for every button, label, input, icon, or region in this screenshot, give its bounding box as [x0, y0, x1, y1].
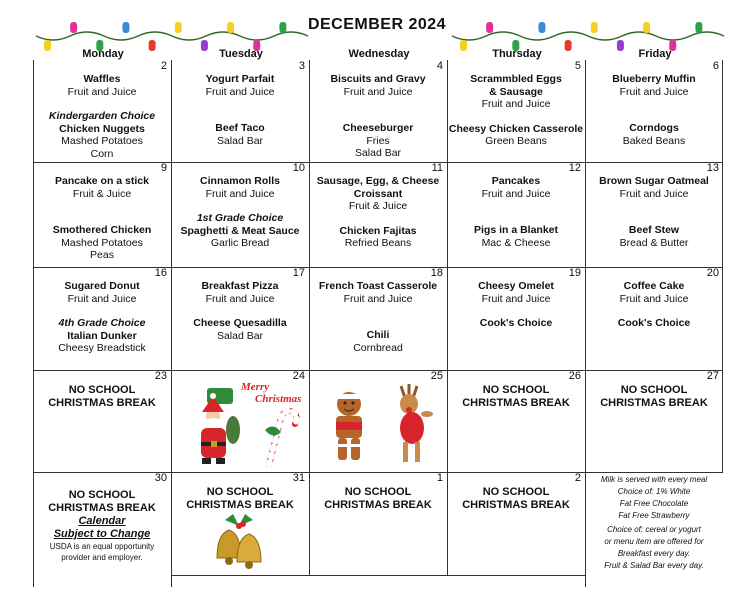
- menu-item: Fruit and Juice: [481, 292, 551, 305]
- menu-item: French Toast Casserole: [318, 280, 438, 292]
- spacer: [171, 98, 309, 110]
- no-school-label: NO SCHOOL: [68, 384, 136, 396]
- day-cell-10: [171, 162, 309, 267]
- menu-item: Fruit & Juice: [348, 200, 408, 212]
- milk-note-line: Fat Free Chocolate: [619, 499, 689, 508]
- menu-item: Corndogs: [629, 122, 679, 134]
- day-number: 26: [568, 370, 581, 382]
- menu-item: Pancake on a stick: [55, 175, 149, 187]
- spacer: [171, 305, 309, 317]
- day-header-friday: Friday: [638, 48, 672, 60]
- menu-item: Mashed Potatoes: [61, 236, 143, 249]
- menu-item: Cook's Choice: [479, 317, 553, 329]
- calendar-note: Calendar: [78, 515, 126, 527]
- menu-item: Coffee Cake: [623, 280, 685, 292]
- day-number: 4: [436, 60, 443, 72]
- menu-item: Cheesy Omelet: [478, 280, 554, 292]
- no-school-label: NO SCHOOL: [482, 486, 550, 498]
- spacer: [171, 200, 309, 212]
- menu-item: Refried Beans: [344, 237, 412, 249]
- spacer: [309, 213, 447, 225]
- milk-note-line: Choice of: 1% White: [617, 487, 691, 496]
- menu-item: Biscuits and Gravy: [330, 73, 426, 85]
- day-header-monday: Monday: [82, 48, 124, 60]
- menu-item: Waffles: [83, 73, 121, 85]
- day-cell-jan-2: [447, 472, 585, 575]
- menu-item: Sausage, Egg, & Cheese: [316, 175, 440, 187]
- day-number: 19: [568, 267, 581, 279]
- day-number: 6: [712, 60, 719, 72]
- day-cell-26: [447, 370, 585, 472]
- christmas-break-label: CHRISTMAS BREAK: [48, 502, 156, 514]
- day-header-wednesday: Wednesday: [348, 48, 410, 60]
- no-school-label: NO SCHOOL: [344, 486, 412, 498]
- menu-item: Fruit and Juice: [619, 85, 689, 98]
- christmas-break-label: CHRISTMAS BREAK: [186, 499, 294, 511]
- day-number: 5: [574, 60, 581, 72]
- menu-item: Fruit and Juice: [619, 292, 689, 305]
- christmas-break-label: CHRISTMAS BREAK: [600, 397, 708, 409]
- spacer: [33, 212, 171, 224]
- day-cell-9: [33, 162, 171, 267]
- milk-note-line: Breakfast every day.: [617, 549, 691, 558]
- menu-item: Fruit and Juice: [481, 187, 551, 200]
- christmas-bells-clipart: [199, 506, 279, 578]
- menu-item: Beef Stew: [628, 224, 680, 236]
- milk-note-line: Milk is served with every meal: [600, 475, 708, 484]
- menu-item: Mac & Cheese: [481, 236, 551, 249]
- day-cell-12: [447, 162, 585, 267]
- menu-item: Bread & Butter: [619, 236, 689, 249]
- menu-item: Smothered Chicken: [52, 224, 152, 236]
- subject-to-change-note: Subject to Change: [53, 528, 151, 540]
- menu-item: Garlic Bread: [210, 237, 270, 249]
- menu-item: & Sausage: [489, 85, 543, 98]
- day-cell-5: [447, 60, 585, 162]
- menu-item: Mashed Potatoes: [61, 135, 143, 147]
- usda-statement-line-1: USDA is an equal opportunity: [49, 542, 155, 551]
- menu-item: Fruit and Juice: [343, 85, 413, 98]
- menu-item: Fruit and Juice: [67, 85, 137, 98]
- menu-item: Pigs in a Blanket: [473, 224, 559, 236]
- day-cell-27: [585, 370, 723, 472]
- menu-item: Italian Dunker: [67, 329, 137, 342]
- spacer: [309, 98, 447, 110]
- spacer: [447, 212, 585, 224]
- day-header-tuesday: Tuesday: [219, 48, 263, 60]
- spacer: [447, 200, 585, 212]
- christmas-text: Christmas: [255, 393, 302, 405]
- spacer: [585, 305, 723, 317]
- day-cell-16: [33, 267, 171, 370]
- menu-item: Salad Bar: [216, 134, 264, 147]
- menu-item: Cheeseburger: [342, 122, 414, 134]
- menu-item: 1st Grade Choice: [196, 212, 284, 224]
- menu-item: Peas: [90, 249, 114, 261]
- menu-item: Spaghetti & Meat Sauce: [180, 224, 300, 237]
- day-cell-24: [171, 370, 309, 472]
- menu-item: Cheesy Chicken Casserole: [448, 122, 584, 135]
- menu-item: Sugared Donut: [64, 280, 140, 292]
- day-cell-2: [33, 60, 171, 162]
- spacer: [447, 111, 585, 123]
- menu-item: Yogurt Parfait: [205, 73, 275, 85]
- day-number: 27: [706, 370, 719, 382]
- day-number: 1: [436, 472, 443, 484]
- menu-item: Fruit and Juice: [67, 292, 137, 305]
- day-number: 10: [292, 162, 305, 174]
- menu-item: Salad Bar: [354, 147, 402, 159]
- milk-note-box: [585, 472, 723, 587]
- day-cell-31: [171, 472, 309, 575]
- spacer: [309, 317, 447, 329]
- spacer: [585, 98, 723, 110]
- menu-item: Cornbread: [353, 341, 403, 354]
- spacer: [33, 200, 171, 212]
- menu-item: Salad Bar: [216, 329, 264, 342]
- christmas-break-label: CHRISTMAS BREAK: [462, 397, 570, 409]
- menu-item: Scrammbled Eggs: [470, 73, 562, 85]
- menu-item: Baked Beans: [622, 134, 686, 147]
- menu-item: Fruit and Juice: [205, 187, 275, 200]
- day-number: 30: [154, 472, 167, 484]
- menu-item: Pancakes: [491, 175, 541, 187]
- spacer: [309, 305, 447, 317]
- day-number: 25: [430, 370, 443, 382]
- day-cell-4: [309, 60, 447, 162]
- christmas-break-label: CHRISTMAS BREAK: [48, 397, 156, 409]
- no-school-label: NO SCHOOL: [68, 489, 136, 501]
- christmas-break-label: CHRISTMAS BREAK: [324, 499, 432, 511]
- day-number: 3: [298, 60, 305, 72]
- spacer: [447, 305, 585, 317]
- menu-item: Fruit and Juice: [481, 98, 551, 110]
- menu-item: Fruit and Juice: [343, 292, 413, 305]
- no-school-label: NO SCHOOL: [620, 384, 688, 396]
- milk-note-line: or menu item are offered for: [604, 537, 704, 546]
- santa-and-candy-cane-clipart: [171, 370, 309, 472]
- menu-item: 4th Grade Choice: [58, 317, 146, 329]
- day-number: 16: [154, 267, 167, 279]
- day-number: 18: [430, 267, 443, 279]
- menu-item: Fries: [366, 134, 390, 147]
- milk-note-line: Fat Free Strawberry: [618, 511, 690, 520]
- menu-item: Breakfast Pizza: [201, 280, 279, 292]
- day-number: 2: [574, 472, 581, 484]
- day-number: 20: [706, 267, 719, 279]
- menu-item: Fruit and Juice: [619, 187, 689, 200]
- spacer: [33, 98, 171, 110]
- menu-item: Green Beans: [485, 135, 547, 147]
- calendar-title: DECEMBER 2024: [307, 16, 447, 33]
- spacer: [585, 212, 723, 224]
- day-number: 23: [154, 370, 167, 382]
- menu-item: Kindergarden Choice: [48, 110, 156, 122]
- day-number: 11: [431, 162, 443, 174]
- menu-item: Cheese Quesadilla: [193, 317, 287, 329]
- day-cell-17: [171, 267, 309, 370]
- merry-text: Merry: [241, 381, 270, 393]
- day-number: 2: [160, 60, 167, 72]
- day-cell-30: [33, 472, 171, 587]
- day-number: 13: [706, 162, 719, 174]
- menu-item: Fruit and Juice: [205, 85, 275, 98]
- menu-item: Chicken Fajitas: [339, 224, 417, 237]
- day-cell-jan-1: [309, 472, 447, 575]
- menu-item: Cinnamon Rolls: [200, 175, 280, 187]
- day-header-thursday: Thursday: [492, 48, 542, 60]
- day-cell-25: [309, 370, 447, 472]
- no-school-label: NO SCHOOL: [482, 384, 550, 396]
- christmas-break-label: CHRISTMAS BREAK: [462, 499, 570, 511]
- spacer: [171, 110, 309, 122]
- menu-item: Chili: [366, 329, 390, 341]
- spacer: [33, 305, 171, 317]
- menu-item: Cheesy Breadstick: [58, 342, 146, 354]
- day-number: 17: [292, 267, 305, 279]
- gingerbread-and-reindeer-clipart: [309, 370, 447, 472]
- day-number: 24: [292, 370, 305, 382]
- milk-note-line: Choice of: cereal or yogurt: [607, 525, 701, 534]
- spacer: [585, 110, 723, 122]
- menu-item: Cook's Choice: [617, 317, 691, 329]
- spacer: [309, 110, 447, 122]
- menu-item: Beef Taco: [215, 122, 265, 134]
- usda-statement-line-2: provider and employer.: [61, 553, 143, 562]
- day-cell-13: [585, 162, 723, 267]
- menu-item: Blueberry Muffin: [612, 73, 696, 85]
- day-cell-23: [33, 370, 171, 472]
- milk-note-line: Fruit & Salad Bar every day.: [604, 561, 704, 570]
- day-cell-11: [309, 162, 447, 267]
- day-number: 31: [292, 472, 305, 484]
- day-cell-20: [585, 267, 723, 370]
- no-school-label: NO SCHOOL: [206, 486, 274, 498]
- menu-item: Brown Sugar Oatmeal: [599, 175, 709, 187]
- day-number: 12: [568, 162, 581, 174]
- spacer: [585, 200, 723, 212]
- menu-item: Fruit and Juice: [205, 292, 275, 305]
- menu-item: Chicken Nuggets: [59, 122, 145, 135]
- calendar-grid: [33, 60, 723, 587]
- menu-item: Croissant: [353, 187, 403, 200]
- day-cell-3: [171, 60, 309, 162]
- menu-item: Corn: [90, 147, 114, 160]
- day-number: 9: [160, 162, 167, 174]
- day-cell-18: [309, 267, 447, 370]
- menu-item: Fruit & Juice: [72, 187, 132, 200]
- day-cell-6: [585, 60, 723, 162]
- day-cell-19: [447, 267, 585, 370]
